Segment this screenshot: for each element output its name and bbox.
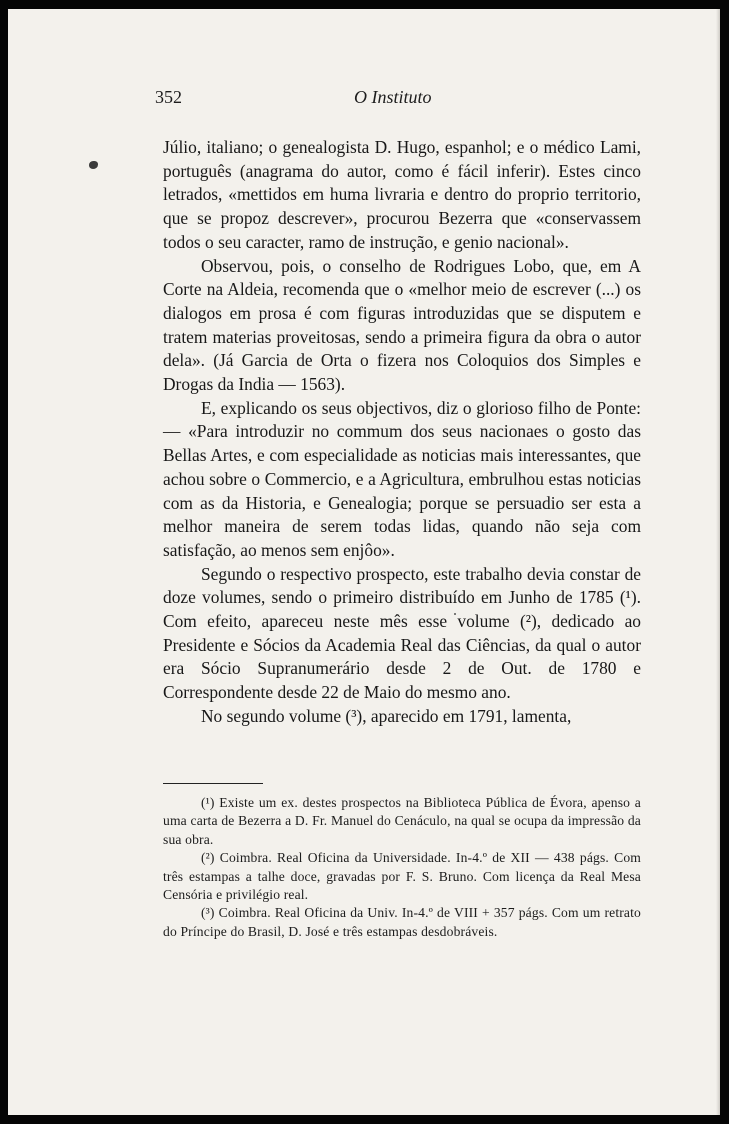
footnotes (163, 794, 641, 941)
footnote-3: (³) Coimbra. Real Oficina da Univ. In-4.º de VIII + 357 págs. Com um retrato do Príncipe do Brasil, D. José e três estampas desdobráveis. (163, 905, 641, 939)
paragraph-5: No segundo volume (³), aparecido em 1791, lamenta, (201, 705, 572, 726)
paragraph-1: Júlio, italiano; o genealogista D. Hugo, espanhol; e o médico Lami, português (anagrama do autor, como é fácil inferir). Estes cinco letrados, «mettidos em huma livraria e dentro do proprio territorio, que se propoz descrever», procurou Bezerra que «conservassem todos o seu caracter, ramo de instrução, e genio nacional». (163, 137, 641, 252)
page-edge-shadow (716, 9, 720, 1115)
body-text (163, 136, 641, 729)
running-title: O Instituto (354, 87, 432, 107)
ink-blot (89, 161, 98, 169)
footnote-1: (¹) Existe um ex. destes prospectos na Biblioteca Pública de Évora, apenso a uma carta de Bezerra a D. Fr. Manuel do Cenáculo, na qual se ocupa da impressão da sua obra. (163, 795, 641, 847)
page-header (8, 87, 720, 113)
footnote-rule (163, 783, 263, 784)
scanned-page (8, 9, 720, 1115)
footnote-2: (²) Coimbra. Real Oficina da Universidade. In-4.º de XII — 438 págs. Com três estampas a talhe doce, gravadas por F. S. Bruno. Com licença da Real Mesa Censória e privilégio real. (163, 850, 641, 903)
page-number: 352 (155, 87, 182, 107)
paragraph-3: E, explicando os seus objectivos, diz o glorioso filho de Ponte: — «Para introduzir no commum dos seus nacionaes o gosto das Bellas Artes, e com especialidade as noticias mais interessantes, que achou sobre o Commercio, e a Agricultura, embrulhou estas noticias com as da Historia, e Genealogia; porque se persuadio ser esta a melhor maneira de serem todas lidas, quando não seja com satisfação, ao menos sem enjôo». (163, 397, 641, 560)
paragraph-4: Segundo o respectivo prospecto, este trabalho devia constar de doze volumes, sendo o primeiro distribuído em Junho de 1785 (¹). Com efeito, apareceu neste mês esse volume (²), dedicado ao Presidente e Sócios da Academia Real das Ciências, da qual o autor era Sócio Supranumerário desde 2 de Out. de 1780 e Correspondente desde 22 de Maio do mesmo ano. (163, 563, 641, 703)
paragraph-2: Observou, pois, o conselho de Rodrigues Lobo, que, em A Corte na Aldeia, recomenda que o «melhor meio de escrever (...) os dialogos em prosa é com figuras introduzidas que se disputem e tratem materias proveitosas, sendo a primeira figura da obra o autor dela». (Já Garcia de Orta o fizera nos Coloquios dos Simples e Drogas da India — 1563). (163, 255, 641, 395)
